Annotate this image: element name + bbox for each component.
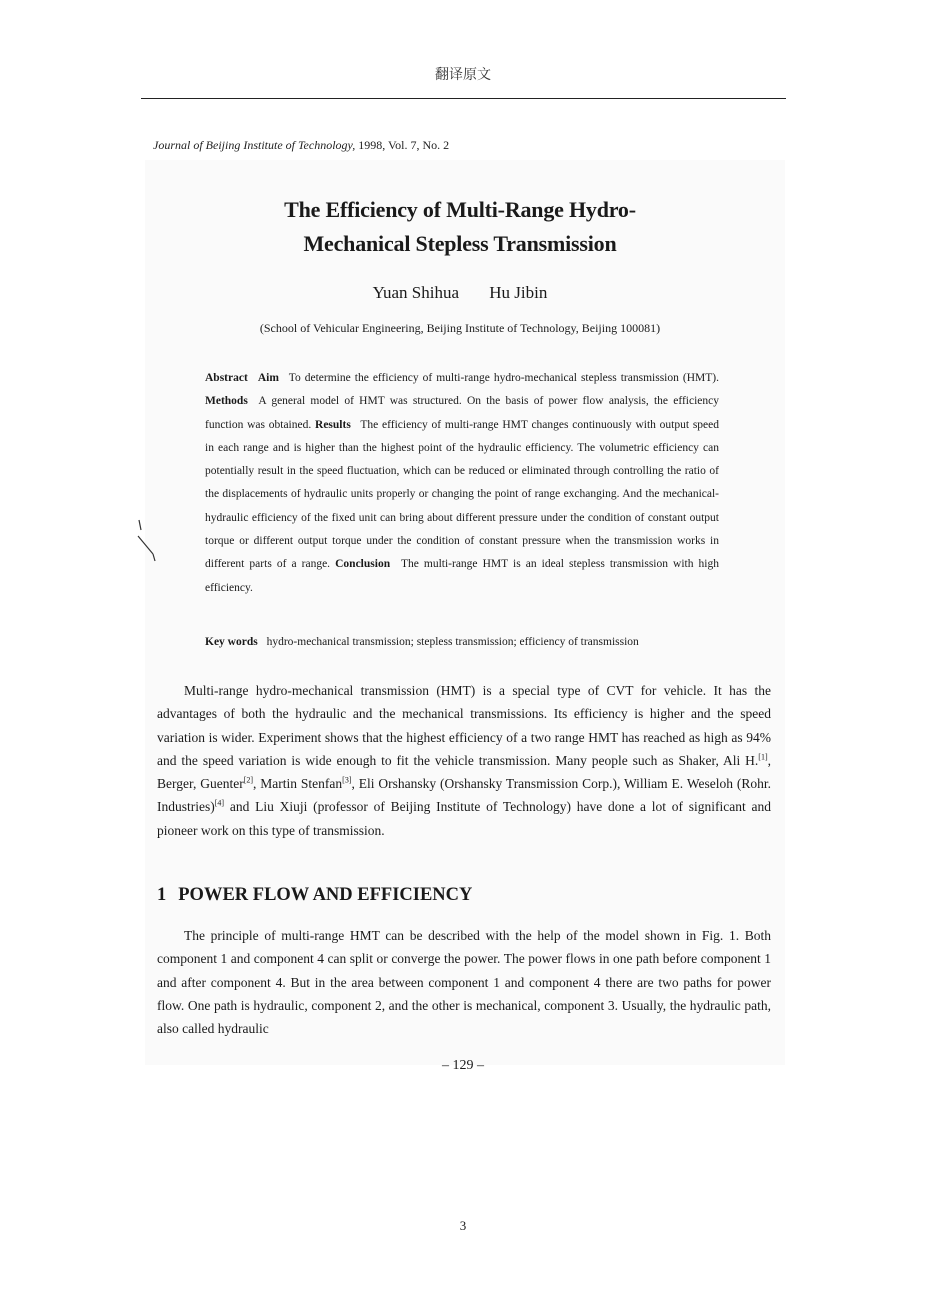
citation-journal: Journal of Beijing Institute of Technology, <box>153 138 356 152</box>
citation-details: 1998, Vol. 7, No. 2 <box>358 138 450 152</box>
section-heading <box>157 885 472 906</box>
header-title: 翻译原文 <box>435 67 491 83</box>
methods-text: A general model of HMT was structured. On the basis of power flow analysis, the efficiency function was obtained. <box>205 395 720 431</box>
keywords-label: Key words <box>205 636 258 648</box>
section-paragraph: The principle of multi-range HMT can be described with the help of the model shown in Fig. 1. Both component 1 and component 4 can split or converge the power. The power flows in one path before component 1 and after component 4. But in the area between component 1 and component 4 there are two paths for power flow. One path is hydraulic, component 2, and the other is mechanical, component 3. Usually, the hydraulic path, also called hydraulic <box>157 928 771 1037</box>
paper-title <box>200 193 720 261</box>
aim-label: Aim <box>257 372 279 384</box>
paper-title-line2: Mechanical Stepless Transmission <box>303 231 617 256</box>
affiliation: (School of Vehicular Engineering, Beijing Institute of Technology, Beijing 100081) <box>259 321 661 335</box>
section-title: POWER FLOW AND EFFICIENCY <box>178 885 473 905</box>
intro-text-1: Multi-range hydro-mechanical transmission (HMT) is a special type of CVT for vehicle. It has the advantages of both the hydraulic and the mechanical transmissions. Its efficiency is higher and the speed variation is wider. Experiment shows that the highest efficiency of a two range HMT has reached as high as 94% and the speed variation is wide enough to fit the vehicle transmission. Many people such as Shaker, Ali H. <box>157 683 771 768</box>
intro-text-5: and Liu Xiuji (professor of Beijing Institute of Technology) have done a lot of significant and pioneer work on this type of transmission. <box>157 799 771 838</box>
intro-paragraph <box>157 679 771 842</box>
authors <box>200 283 720 303</box>
intro-text-4: , Eli Orshansky (Orshansky Transmission Corp.), William E. Weseloh (Rohr. Industries) <box>157 776 771 815</box>
intro-text-3: , Martin Stenfan <box>253 776 343 792</box>
intro-text-2: , Berger, Guenter <box>157 752 771 792</box>
keywords-text: hydro-mechanical transmission; stepless transmission; efficiency of transmission <box>266 636 639 648</box>
handwritten-margin-mark <box>136 518 160 563</box>
header-rule <box>141 98 786 99</box>
author-1: Yuan Shihua <box>372 283 460 302</box>
journal-citation <box>153 138 449 153</box>
reference-2: [2] <box>243 775 254 785</box>
aim-text: To determine the efficiency of multi-range hydro-mechanical stepless transmission (HMT). <box>288 372 719 384</box>
section-number: 1 <box>157 885 167 905</box>
results-text: The efficiency of multi-range HMT changes continuously with output speed in each range and is higher than the highest point of the hydraulic efficiency. The volumetric efficiency can potentially result in the speed fluctuation, which can be reduced or eliminated through controlling the ratio of the displacements of hydraulic units properly or changing the point of range exchanging. And the mechanical-hydraulic efficiency of the fixed unit can bring about different pressure under the condition of constant output torque or different output torque under the condition of constant pressure when the transmission works in different parts of a range. <box>205 418 720 571</box>
paper-title-line1: The Efficiency of Multi-Range Hydro- <box>284 197 636 222</box>
author-2: Hu Jibin <box>489 283 548 302</box>
reference-4: [4] <box>214 798 225 808</box>
conclusion-label: Conclusion <box>335 558 391 571</box>
keywords <box>205 636 639 648</box>
original-page-number: – 129 – <box>442 1058 484 1073</box>
reference-1: [1] <box>758 752 768 762</box>
results-label: Results <box>315 418 351 431</box>
reference-3: [3] <box>342 775 352 785</box>
abstract-label: Abstract <box>205 372 248 384</box>
abstract <box>205 367 719 600</box>
conclusion-text: The multi-range HMT is an ideal stepless transmission with high efficiency. <box>205 558 720 594</box>
page-number: 3 <box>459 1218 467 1233</box>
methods-label: Methods <box>205 395 248 408</box>
